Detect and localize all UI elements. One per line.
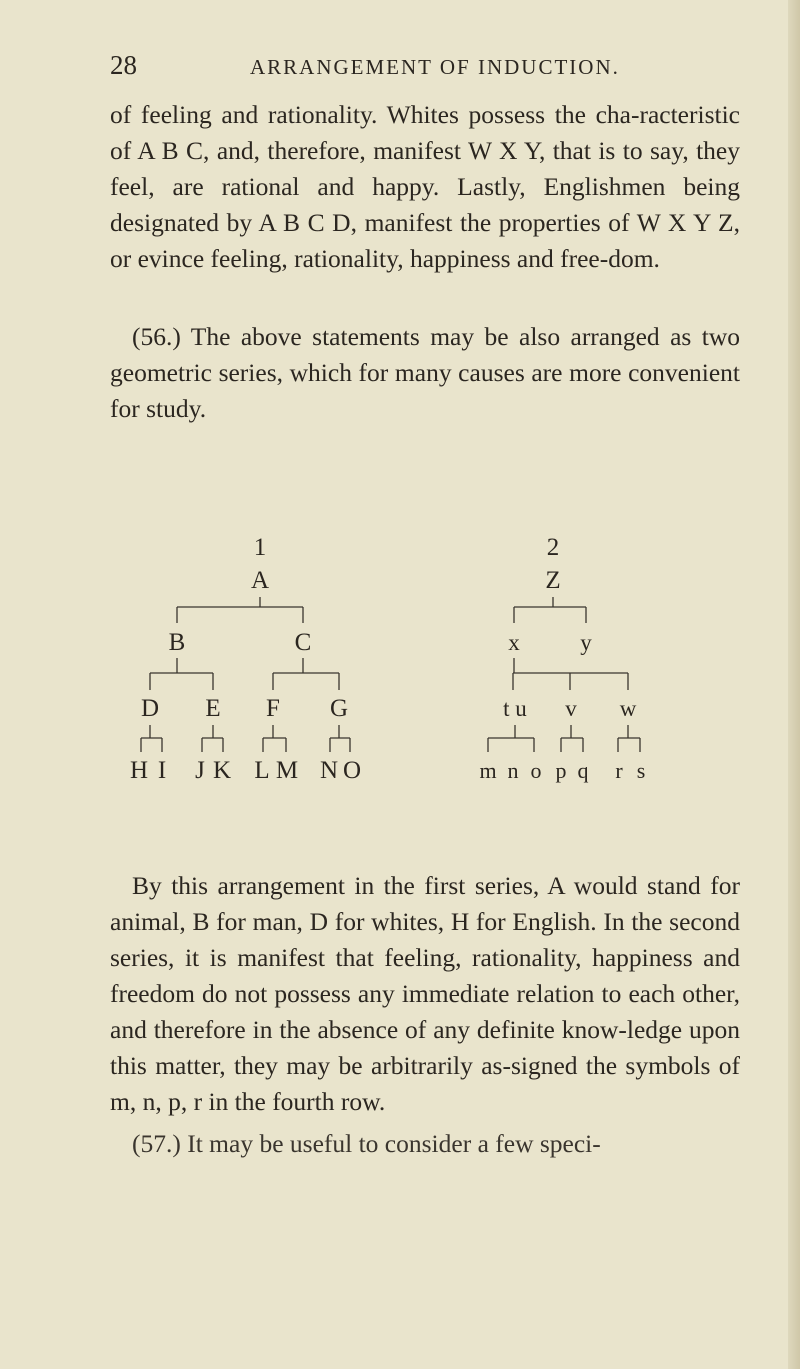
series-1-level4-j: J — [195, 757, 205, 784]
series-1-root: A — [250, 567, 270, 594]
running-head: ARRANGEMENT OF INDUCTION. — [250, 55, 620, 79]
paragraph-arrangement: By this arrangement in the first series, A would stand for animal, B for man, D for whites, H for English. In the second series, it is manifest that feeling, rationality, happiness and freedom do not possess any immediate relation to each other, and therefore in the absence of any definite know-ledge upon this matter, they may be arbitrarily as-signed the symbols of m, n, p, r in the fourth row. — [110, 871, 740, 1116]
series-1-level2-b: B — [168, 629, 186, 656]
series-1-level2-c: C — [294, 629, 312, 656]
series-1-level4-k: K — [212, 757, 232, 784]
paragraph-continuation: of feeling and rationality. Whites possess the cha-racteristic of A B C, and, therefore, manifest W X Y, that is to say, they feel, are rational and happy. Lastly, Englishmen being designated by A B C D, manifest the properties of W X Y Z, or evince feeling, rationality, happiness and free-dom. — [110, 100, 740, 273]
series-2-number: 2 — [546, 534, 560, 561]
series-2-level4-o: o — [530, 758, 542, 783]
series-2-level2-x: x — [508, 630, 520, 655]
series-1-level3-e: E — [205, 695, 221, 722]
series-2-level4-m: m — [479, 758, 497, 783]
series-2-tree — [479, 534, 645, 783]
series-2-level4-p: p — [555, 758, 567, 783]
series-1-level4-l: L — [254, 757, 270, 784]
series-1-number: 1 — [253, 534, 267, 561]
series-2-level2-y: y — [580, 630, 592, 655]
series-1-level4-m: M — [275, 757, 299, 784]
paragraph-56: (56.) The above statements may be also arranged as two geometric series, which for many causes are more convenient for study. — [110, 322, 740, 423]
page-number: 28 — [110, 50, 137, 80]
series-2-level3-v: v — [565, 696, 577, 721]
series-1-level4-n: N — [319, 757, 339, 784]
series-1-level4-o: O — [342, 757, 362, 784]
series-2-level4-r: r — [615, 758, 623, 783]
paragraph-57: (57.) It may be useful to consider a few speci- — [132, 1129, 601, 1158]
series-2-level4-s: s — [636, 758, 646, 783]
series-2-level3-w: w — [619, 696, 637, 721]
series-1-level3-d: D — [140, 695, 160, 722]
series-2-level3-tu: t u — [503, 696, 527, 721]
series-2-root: Z — [545, 567, 561, 594]
series-2-level4-q: q — [577, 758, 589, 783]
series-1-tree — [130, 534, 361, 784]
series-1-level3-g: G — [329, 695, 349, 722]
series-1-level3-f: F — [266, 695, 280, 722]
series-1-level4-h: H — [129, 757, 149, 784]
series-1-level4-i: I — [157, 757, 167, 784]
series-2-level4-n: n — [507, 758, 519, 783]
